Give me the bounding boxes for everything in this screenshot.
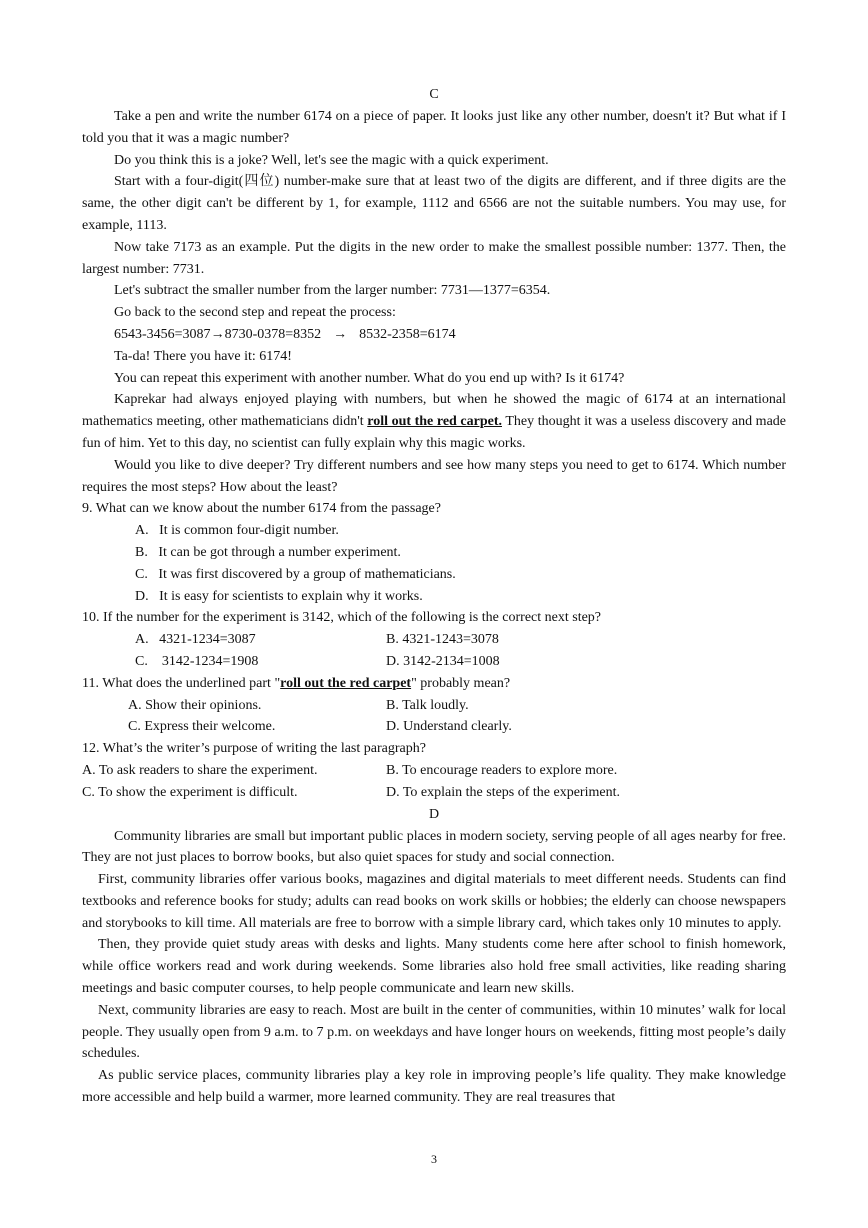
paragraph-c1: Take a pen and write the number 6174 on a piece of paper. It looks just like any other number, doesn't it? But what if I told you that it was a magic number? (82, 109, 786, 146)
option-12b: B. To encourage readers to explore more. (386, 762, 618, 778)
option-9d: D. It is easy for scientists to explain why it works. (135, 588, 423, 604)
paragraph-c6: Go back to the second step and repeat the process: (114, 305, 396, 321)
option-11b: B. Talk loudly. (386, 697, 469, 713)
question-12-options (82, 760, 786, 804)
question-9: 9. What can we know about the number 6174 from the passage? (82, 501, 441, 517)
paragraph-c10-end: They thought it was a useless discovery and made fun of him. Yet to this day, no scientist can fully explain why this magic works. (82, 414, 786, 451)
paragraph-d3: Then, they provide quiet study areas with desks and lights. Many students come here after school to finish homework, while office workers read and work during weekends. Some libraries also hold free small activities, like reading sharing meetings and basic computer courses, to help people communicate and learn new skills. (82, 937, 786, 997)
equation-1: 6543-3456=3087 (114, 326, 211, 342)
option-9a: A. It is common four-digit number. (135, 523, 339, 539)
paragraph-c10 (82, 389, 786, 454)
paragraph-c11: Would you like to dive deeper? Try different numbers and see how many steps you need to get to 6174. Which number requires the most steps? How about the least? (82, 457, 786, 495)
option-10c: C. 3142-1234=1908 (135, 653, 259, 669)
question-12: 12. What’s the writer’s purpose of writing the last paragraph? (82, 741, 426, 757)
option-11a: A. Show their opinions. (128, 697, 262, 713)
paragraph-c9: You can repeat this experiment with another number. What do you end up with? Is it 6174? (114, 370, 625, 386)
paragraph-c4: Now take 7173 as an example. Put the digits in the new order to make the smallest possible number: 1377. Then, the largest number: 7731. (82, 239, 786, 277)
exam-page (82, 84, 786, 1109)
option-9b: B. It can be got through a number experiment. (135, 544, 401, 560)
question-11-underlined: roll out the red carpet (280, 675, 412, 691)
question-11-start: 11. What does the underlined part " (82, 675, 281, 691)
underlined-phrase: roll out the red carpet. (367, 414, 502, 430)
paragraph-d1: Community libraries are small but important public places in modern society, serving people of all ages nearby for free. They are not just places to borrow books, but also quiet spaces for study and social connection. (82, 828, 786, 866)
paragraph-c7-equations (82, 324, 786, 346)
question-10-options (82, 629, 786, 673)
option-9c: C. It was first discovered by a group of mathematicians. (135, 566, 456, 582)
question-9-options (82, 520, 786, 607)
option-10d: D. 3142-2134=1008 (386, 653, 500, 669)
option-10b: B. 4321-1243=3078 (386, 632, 499, 648)
option-11c: C. Express their welcome. (128, 719, 276, 735)
paragraph-d4: Next, community libraries are easy to reach. Most are built in the center of communities, within 10 minutes’ walk for local people. They usually open from 9 a.m. to 7 p.m. on weekdays and have longer hours on weekends, fitting most people’s daily schedules. (82, 1002, 786, 1062)
arrow-2: → (333, 326, 348, 342)
option-12d: D. To explain the steps of the experiment. (386, 784, 620, 800)
question-11 (82, 673, 786, 695)
option-12a: A. To ask readers to share the experiment. (82, 762, 318, 778)
option-11d: D. Understand clearly. (386, 719, 512, 735)
question-10: 10. If the number for the experiment is 3142, which of the following is the correct next step? (82, 610, 602, 626)
paragraph-c8: Ta-da! There you have it: 6174! (114, 348, 292, 364)
paragraph-d5: As public service places, community libraries play a key role in improving people’s life quality. They make knowledge more accessible and help build a warmer, more learned community. They are real treasures that (82, 1068, 786, 1106)
option-10a: A. 4321-1234=3087 (135, 632, 256, 648)
paragraph-d2: First, community libraries offer various books, magazines and digital materials to meet different needs. Students can find textbooks and reference books for study; adults can read books on work skills or hobbies; the elderly can choose newspapers and storybooks to kill time. All materials are free to borrow with a simple library card, which takes only 10 minutes to apply. (82, 872, 786, 931)
option-12c: C. To show the experiment is difficult. (82, 784, 298, 800)
equation-3: 8532-2358=6174 (359, 326, 456, 342)
page-number: 3 (431, 1152, 437, 1166)
equation-2: 8730-0378=8352 (224, 326, 322, 342)
paragraph-c3: Start with a four-digit(四位) number-make sure that at least two of the digits are different, and if three digits are the same, the other digit can't be different by 1, for example, 1112 and 6566 are not the suitable numbers. You may use, for example, 1113. (82, 174, 786, 233)
question-11-options (82, 695, 786, 739)
question-11-end: " probably mean? (411, 675, 511, 691)
arrow-1: → (210, 326, 225, 342)
section-d-label: D (428, 806, 440, 822)
paragraph-c2: Do you think this is a joke? Well, let's see the magic with a quick experiment. (114, 152, 549, 168)
section-c-label: C (429, 87, 439, 102)
paragraph-c5: Let's subtract the smaller number from the larger number: 7731—1377=6354. (114, 283, 551, 299)
paragraph-c10-start: Kaprekar had always enjoyed playing with numbers, but when he showed the magic of 6174 at an international mathematics meeting, other mathematicians didn't (82, 392, 786, 430)
